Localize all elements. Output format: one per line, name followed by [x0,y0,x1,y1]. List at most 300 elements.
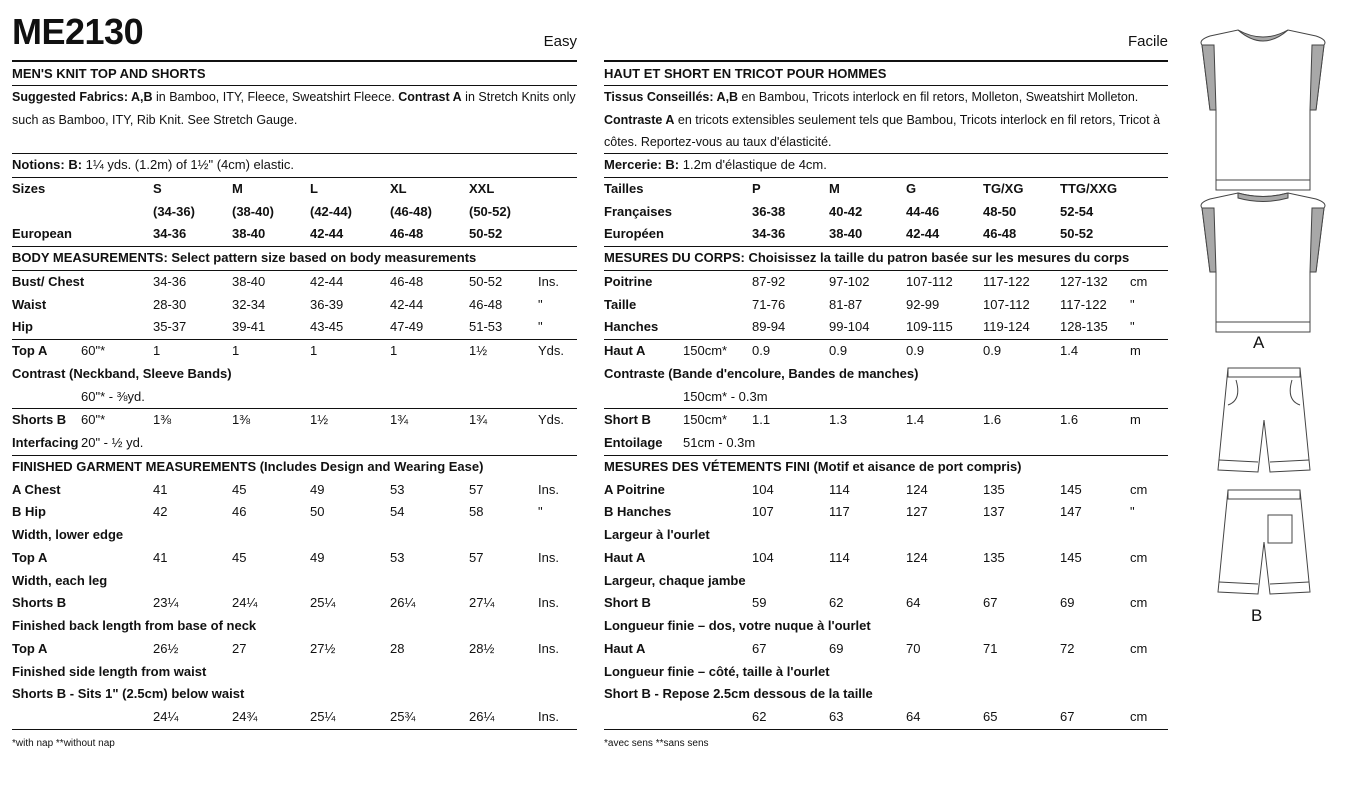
size-value: 50-52 [469,226,503,242]
size-value: 145 [1060,549,1082,565]
size-value: 62 [829,595,844,611]
finished-measurement-row [12,706,577,729]
row-label: Taille [604,296,637,312]
size-value: 34-36 [153,226,187,242]
finished-measurement-row [12,479,577,502]
size-value: 127 [906,504,928,520]
european-sizes-row [12,223,577,246]
unit-label: " [1130,319,1135,335]
size-value: 1.3 [829,412,848,428]
contrast-yardage: 60"* - ⅜yd. [81,388,145,404]
size-value: 35-37 [153,319,187,335]
contrast-text: in Stretch Knits only such as Bamboo, ITY, Rib Knit. See Stretch Gauge. [12,90,576,127]
finished-measurement-row [12,501,577,524]
size-value: 24¼ [153,709,179,724]
size-value: 49 [310,481,325,497]
size-value: 57 [469,549,484,565]
row-label: B Hanches [604,504,672,520]
finished-measurement-row [604,661,1168,684]
size-value: 50-52 [469,273,503,289]
row-label: European [12,226,72,242]
yardage-shorts-b [604,409,1168,455]
pattern-title: MEN'S KNIT TOP AND SHORTS [12,66,206,81]
row-label: Largeur à l'ourlet [604,527,710,542]
size-value: P [752,180,761,196]
row-label: Waist [12,296,47,312]
row-label: Top A [12,640,48,656]
size-value: 54 [390,504,405,520]
finished-measurement-row [604,570,1168,593]
unit-label: " [538,504,543,520]
fabric-width: 150cm* [683,343,728,358]
size-value: 0.9 [983,343,1002,358]
unit-label: cm [1130,273,1148,289]
size-value: 32-34 [232,296,266,312]
row-label: Tailles [604,180,644,196]
garment-drawings [1188,0,1338,640]
size-table [604,178,1168,246]
size-value: 58 [469,504,484,520]
size-value: 47-49 [390,319,424,335]
finished-measurements-table [604,479,1168,729]
interfacing-label: Interfacing [12,435,79,450]
size-value: 44-46 [906,203,940,219]
size-value: 59 [752,595,767,611]
finished-measurement-row [12,547,577,570]
yardage-top-a [604,340,1168,408]
body-measurement-row [12,316,577,339]
view-b-label: B [1251,606,1263,625]
size-value: 0.9 [906,343,925,358]
unit-label: Yds. [538,412,565,428]
size-value: 72 [1060,640,1075,656]
row-label: Shorts B [12,412,67,428]
finished-measurement-row [604,501,1168,524]
size-value: (50-52) [469,203,511,219]
size-value: 0.9 [829,343,848,358]
size-table [12,178,577,246]
row-label: Longueur finie – côté, taille à l'ourlet [604,663,830,679]
size-value: 107-112 [983,296,1030,312]
header [12,0,577,60]
fabrics-paragraph [604,86,1168,153]
size-value: 36-38 [752,203,786,219]
size-value: 46-48 [390,273,424,289]
size-value: 38-40 [232,226,266,242]
french-column [604,0,1168,752]
size-value: 23¼ [153,595,179,611]
size-value: 38-40 [829,226,863,242]
notions-row [12,154,577,177]
row-label: Haut A [604,343,646,358]
size-value: 147 [1060,504,1082,520]
size-value: 26¼ [390,595,416,611]
size-value: G [906,180,917,196]
fabrics-text: in Bamboo, ITY, Fleece, Sweatshirt Fleece. [152,90,399,104]
size-value: TTG/XXG [1060,180,1118,196]
size-value: 50 [310,504,325,520]
size-value: XXL [469,180,495,196]
size-value: TG/XG [983,180,1024,196]
sizes-range-row [604,201,1168,224]
unit-label: cm [1130,481,1148,497]
row-label: Shorts B - Sits 1" (2.5cm) below waist [12,686,245,702]
fabrics-paragraph [12,86,577,153]
top-a-front-drawing [1201,30,1325,190]
size-value: 25¼ [310,595,336,611]
row-label: Width, lower edge [12,527,124,542]
pattern-title: HAUT ET SHORT EN TRICOT POUR HOMMES [604,66,887,81]
fabrics-text: en Bambou, Tricots interlock en fil retors, Molleton, Sweatshirt Molleton. [738,90,1139,104]
size-value: 41 [153,549,168,565]
size-value: 119-124 [983,319,1030,335]
size-value: 63 [829,709,844,724]
interfacing-row [604,432,1168,455]
size-value: 45 [232,481,247,497]
size-value: 28½ [469,640,495,656]
notions-label: Notions: B: [12,157,83,172]
english-column [12,0,577,752]
size-value: 81-87 [829,296,863,312]
view-a-label: A [1253,333,1265,352]
interfacing-row [12,432,577,455]
size-value: 1⅜ [153,412,172,428]
size-value: 27 [232,640,247,656]
size-value: 48-50 [983,203,1017,219]
header [604,0,1168,60]
unit-label: cm [1130,595,1148,611]
contrast-yardage-row [12,386,577,409]
size-value: (46-48) [390,203,432,219]
body-measurements-heading: MESURES DU CORPS: Choisissez la taille du patron basée sur les mesures du corps [604,250,1130,265]
size-value: 42 [153,504,168,520]
size-value: 42-44 [310,226,344,242]
size-value: 42-44 [906,226,940,242]
body-measurement-row [12,271,577,294]
contrast-label: Contraste A [604,112,675,127]
size-value: 41 [153,481,168,497]
size-value: 1.6 [1060,412,1079,428]
garment-illustrations [1188,0,1338,787]
interfacing-value: 20" - ½ yd. [81,435,144,450]
size-value: 40-42 [829,203,863,219]
size-value: 137 [983,504,1005,520]
size-value: 45 [232,549,247,565]
size-value: 1 [232,343,240,358]
size-value: 46 [232,504,247,520]
size-value: 87-92 [752,273,786,289]
unit-label: " [538,319,543,335]
pattern-code: ME2130 [12,11,144,52]
size-value: 69 [1060,595,1075,611]
size-value: 24¼ [232,595,258,611]
size-value: 71 [983,640,998,656]
row-label: Contraste (Bande d'encolure, Bandes de manches) [604,365,919,381]
size-value: 124 [906,481,928,497]
size-value: 49 [310,549,325,565]
row-label: Bust/ Chest [12,273,85,289]
unit-label: " [1130,504,1135,520]
body-measurements-heading: BODY MEASUREMENTS: Select pattern size based on body measurements [12,250,477,265]
body-measurement-row [12,294,577,317]
size-value: 104 [752,481,774,497]
difficulty-label: Easy [543,33,577,50]
body-measurement-row [604,271,1168,294]
notions-text: 1¼ yds. (1.2m) of 1½" (4cm) elastic. [82,157,295,172]
row-label: Contrast (Neckband, Sleeve Bands) [12,365,232,381]
size-value: 42-44 [390,296,424,312]
size-value: 71-76 [752,296,786,312]
unit-label: m [1130,343,1141,358]
finished-measurement-row [604,592,1168,615]
row-label: Short B - Repose 2.5cm dessous de la taille [604,686,873,702]
size-value: 1 [390,343,398,358]
size-value: 46-48 [983,226,1017,242]
size-value: 51-53 [469,319,503,335]
size-value: M [232,180,243,196]
contrast-label: Contrast A [398,90,462,104]
finished-measurements-table [12,479,577,729]
row-label: Short B [604,412,651,428]
size-value: 64 [906,595,921,611]
unit-label: Ins. [538,549,559,565]
row-label: Width, each leg [12,572,108,588]
shorts-b-yardage-row [12,409,577,432]
row-label: Haut A [604,549,646,565]
sizes-row [12,178,577,201]
row-label: Hanches [604,319,659,335]
size-value: 117-122 [983,273,1030,289]
row-label: Européen [604,226,664,242]
body-measurements-table [12,271,577,339]
size-value: 46-48 [390,226,424,242]
shorts-b-front-drawing [1218,368,1310,472]
finished-measurement-row [604,638,1168,661]
size-value: 52-54 [1060,203,1094,219]
size-value: 135 [983,549,1005,565]
size-value: 27½ [310,640,336,656]
finished-measurement-row [12,683,577,706]
size-value: 89-94 [752,319,786,335]
unit-label: Ins. [538,640,559,656]
row-label: Top A [12,343,48,358]
unit-label: cm [1130,709,1148,724]
size-value: (34-36) [153,203,195,219]
size-value: 135 [983,481,1005,497]
size-value: 145 [1060,481,1082,497]
size-value: 26½ [153,640,179,656]
finished-measurement-row [604,524,1168,547]
size-value: 42-44 [310,273,344,289]
shorts-b-back-drawing [1218,490,1310,594]
sizes-range-row [12,201,577,224]
size-value: 1¾ [390,412,409,428]
row-label: Hip [12,319,33,335]
notions-row [604,154,1168,177]
size-value: 114 [829,481,850,497]
contrast-heading-row [604,363,1168,386]
fabric-width: 150cm* [683,412,728,428]
top-a-back-drawing [1201,193,1325,332]
unit-label: Ins. [538,709,559,724]
size-value: 104 [752,549,774,565]
unit-label: Ins. [538,595,559,611]
size-value: 1 [153,343,161,358]
row-label: B Hip [12,504,46,520]
finished-measurement-row [604,547,1168,570]
size-value: 53 [390,549,405,565]
size-value: 36-39 [310,296,344,312]
footnote: *with nap **without nap [12,737,115,749]
row-label: Poitrine [604,273,653,289]
fabrics-label: Tissus Conseillés: A,B [604,90,739,104]
size-value: 70 [906,640,921,656]
finished-measurement-row [12,592,577,615]
size-value: 26¼ [469,709,495,724]
contrast-yardage-row [604,386,1168,409]
row-label: Haut A [604,640,646,656]
finished-measurement-row [12,638,577,661]
size-value: 1.1 [752,412,771,428]
row-label: Françaises [604,203,672,219]
size-value: 67 [983,595,998,611]
size-value: 34-36 [153,273,187,289]
body-measurement-row [604,294,1168,317]
size-value: 64 [906,709,921,724]
european-sizes-row [604,223,1168,246]
size-value: 1⅜ [232,412,251,428]
body-measurements-table [604,271,1168,339]
row-label: Shorts B [12,595,67,611]
size-value: 69 [829,640,844,656]
size-value: 1.4 [1060,343,1079,358]
unit-label: Ins. [538,273,559,289]
size-value: 65 [983,709,998,724]
size-value: 114 [829,549,850,565]
unit-label: m [1130,412,1141,428]
size-value: L [310,180,318,196]
top-a-yardage-row [12,340,577,363]
row-label: A Poitrine [604,481,665,497]
size-value: 92-99 [906,296,940,312]
interfacing-value: 51cm - 0.3m [683,435,756,450]
size-value: 117-122 [1060,296,1107,312]
row-label: Finished back length from base of neck [12,618,257,633]
size-value: 57 [469,481,484,497]
sizes-row [604,178,1168,201]
size-value: 1¾ [469,412,488,428]
yardage-shorts-b [12,409,577,455]
row-label: Top A [12,549,48,565]
size-value: 67 [752,640,767,656]
size-value: 25¾ [390,709,416,724]
size-value: 99-104 [829,319,870,335]
finished-measurement-row [604,683,1168,706]
notions-text: 1.2m d'élastique de 4cm. [679,157,827,172]
size-value: 38-40 [232,273,266,289]
interfacing-label: Entoilage [604,435,663,450]
size-value: 62 [752,709,767,724]
size-value: 27¼ [469,595,495,611]
row-label: Longueur finie – dos, votre nuque à l'ourlet [604,618,871,633]
size-value: 107-112 [906,273,953,289]
size-value: 50-52 [1060,226,1094,242]
finished-measurement-row [604,706,1168,729]
finished-measurement-row [12,615,577,638]
size-value: M [829,180,840,196]
row-label: A Chest [12,481,61,497]
size-value: 28 [390,640,405,656]
shorts-b-yardage-row [604,409,1168,432]
size-value: XL [390,180,407,196]
unit-label: " [538,296,543,312]
size-value: 24¾ [232,709,258,724]
size-value: 127-132 [1060,273,1108,289]
size-value: 1½ [469,343,488,358]
unit-label: Ins. [538,481,559,497]
size-value: 97-102 [829,273,870,289]
unit-label: Yds. [538,343,565,358]
row-label: Short B [604,595,651,611]
size-value: 128-135 [1060,319,1108,335]
size-value: 43-45 [310,319,344,335]
contrast-text: en tricots extensibles seulement tels que Bambou, Tricots interlock en fil retors, Tricot à côtes. Reportez-vous au taux d'élasticité. [604,112,1161,149]
finished-measurement-row [12,570,577,593]
unit-label: cm [1130,549,1148,565]
size-value: 1.6 [983,412,1002,428]
size-value: 1 [310,343,318,358]
row-label: Finished side length from waist [12,663,207,679]
size-value: 25¼ [310,709,336,724]
finished-measurements-heading: MESURES DES VÉTEMENTS FINI (Motif et aisance de port compris) [604,458,1022,474]
finished-measurement-row [604,615,1168,638]
size-value: 46-48 [469,296,503,312]
notions-label: Mercerie: B: [604,157,680,172]
footnote: *avec sens **sans sens [604,737,709,749]
row-label: Largeur, chaque jambe [604,572,746,588]
size-value: (42-44) [310,203,352,219]
size-value: 117 [829,504,850,520]
contrast-heading-row [12,363,577,386]
size-value: 0.9 [752,343,771,358]
size-value: (38-40) [232,203,274,219]
size-value: S [153,180,162,196]
finished-measurements-heading: FINISHED GARMENT MEASUREMENTS (Includes Design and Wearing Ease) [12,458,484,474]
size-value: 107 [752,504,774,520]
size-value: 1.4 [906,412,925,428]
fabrics-label: Suggested Fabrics: A,B [12,90,153,104]
fabric-width: 60"* [81,343,106,358]
size-value: 124 [906,549,928,565]
finished-measurement-row [12,661,577,684]
size-value: 28-30 [153,296,187,312]
size-value: 109-115 [906,319,953,335]
unit-label: " [1130,296,1135,312]
difficulty-label: Facile [1127,33,1168,50]
row-label: Sizes [12,180,46,196]
body-measurement-row [604,316,1168,339]
contrast-yardage: 150cm* - 0.3m [683,388,768,404]
size-value: 34-36 [752,226,786,242]
size-value: 39-41 [232,319,266,335]
size-value: 53 [390,481,405,497]
fabric-width: 60"* [81,412,106,428]
yardage-top-a [12,340,577,408]
finished-measurement-row [12,524,577,547]
top-a-yardage-row [604,340,1168,363]
size-value: 1½ [310,412,329,428]
finished-measurement-row [604,479,1168,502]
